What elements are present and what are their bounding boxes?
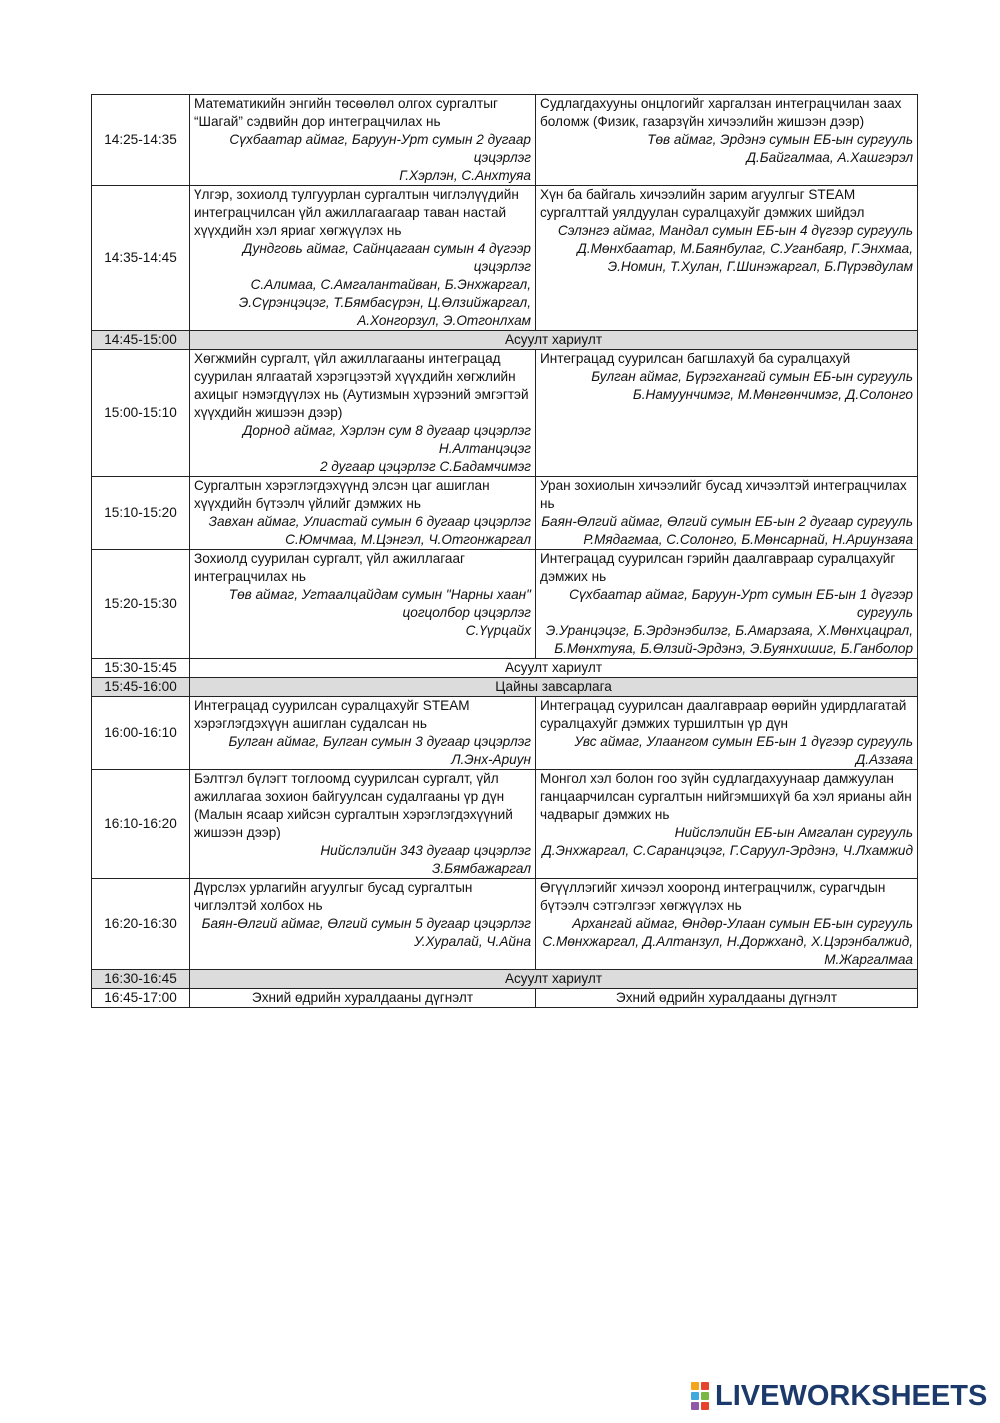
presenter-names: Д.Мөнхбаатар, М.Баянбулаг, С.Уганбаяр, Г.Энхмаа, Э.Номин, Т.Хулан, Г.Шинэжаргал, Б.Пүрэвдулам [577, 241, 913, 274]
presenter-names: Р.Мядагмаа, С.Солонго, Б.Мөнсарнай, Н.Ариунзаяа [583, 532, 913, 547]
time-slot: 15:00-15:10 [92, 350, 190, 477]
schedule-row [92, 879, 918, 970]
schedule-row [92, 186, 918, 331]
time-slot: 14:35-14:45 [92, 186, 190, 331]
presenter-organization: Баян-Өлгий аймаг, Өлгий сумын ЕБ-ын 2 дугаар сургууль [541, 514, 913, 529]
schedule-row [92, 95, 918, 186]
presentation-title: Дүрслэх урлагийн агуулгыг бусад сургалтын чиглэлтэй холбох нь [194, 880, 473, 913]
schedule-row [92, 331, 918, 350]
time-slot: 16:10-16:20 [92, 770, 190, 879]
session-break-label: Асуулт хариулт [190, 331, 918, 350]
time-slot: 14:45-15:00 [92, 331, 190, 350]
presentation-right [536, 550, 918, 659]
presentation-title: Зохиолд суурилан сургалт, үйл ажиллагааг интеграцчилах нь [194, 551, 466, 584]
time-slot: 15:20-15:30 [92, 550, 190, 659]
conclusion-left: Эхний өдрийн хуралдааны дүгнэлт [190, 989, 536, 1008]
presenter-names: Д.Энхжаргал, С.Саранцэцэг, Г.Саруул-Эрдэнэ, Ч.Лхамжид [542, 843, 913, 858]
schedule-row [92, 970, 918, 989]
presenter-organization: Дундговь аймаг, Сайнцагаан сумын 4 дүгээр цэцэрлэг [242, 241, 531, 274]
presenter-organization: Увс аймаг, Улаангом сумын ЕБ-ын 1 дүгээр сургууль [574, 734, 913, 749]
time-slot: 14:25-14:35 [92, 95, 190, 186]
presenter-organization: Төв аймаг, Эрдэнэ сумын ЕБ-ын сургууль [647, 132, 913, 147]
liveworksheets-watermark [691, 1378, 987, 1414]
presenter-names: С.Юмчмаа, М.Цэнгэл, Ч.Отгонжаргал [285, 532, 531, 547]
schedule-row [92, 477, 918, 550]
presentation-right [536, 879, 918, 970]
watermark-text: LIVEWORKSHEETS [715, 1379, 988, 1412]
presenter-organization: Архангай аймаг, Өндөр-Улаан сумын ЕБ-ын сургууль [572, 916, 913, 931]
schedule-row [92, 770, 918, 879]
presenter-names: Д.Байгалмаа, А.Хашгэрэл [746, 150, 913, 165]
presenter-names: Д.Аззаяа [855, 752, 913, 767]
schedule-body [92, 95, 918, 1008]
presentation-title: Бэлтгэл бүлэгт тоглоомд суурилсан сургалт, үйл ажиллагаа зохион байгуулсан судалгааны үр дүн (Малын ясаар хийсэн сургалтын хэрэглэгдэхүүний жишээн дээр) [194, 771, 513, 840]
schedule-row [92, 989, 918, 1008]
time-slot: 16:20-16:30 [92, 879, 190, 970]
presenter-names: 2 дугаар цэцэрлэг С.Бадамчимэг [319, 459, 531, 474]
schedule-row [92, 678, 918, 697]
presentation-title: Интеграцад суурилсан багшлахуй ба суралцахуй [540, 351, 851, 366]
presenter-names: С.Үүрцайх [465, 623, 531, 638]
presentation-title: Хүн ба байгаль хичээлийн зарим агуулгыг STEAM сургалттай уялдуулан суралцахуйг дэмжих шийдэл [540, 187, 865, 220]
presentation-left [190, 879, 536, 970]
presenter-organization: Завхан аймаг, Улиастай сумын 6 дугаар цэцэрлэг [208, 514, 531, 529]
presentation-left [190, 350, 536, 477]
time-slot: 15:10-15:20 [92, 477, 190, 550]
presentation-left [190, 697, 536, 770]
presentation-title: Өгүүллэгийг хичээл хооронд интеграцчилж, сурагчдын бүтээлч сэтгэлгээг хөгжүүлэх нь [540, 880, 886, 913]
schedule-row [92, 697, 918, 770]
presentation-title: Математикийн энгийн төсөөлөл олгох сургалтыг “Шагай” сэдвийн дор интеграцчилах нь [194, 96, 498, 129]
presenter-organization: Баян-Өлгий аймаг, Өлгий сумын 5 дугаар цэцэрлэг [201, 916, 531, 931]
presenter-organization: Сүхбаатар аймаг, Баруун-Урт сумын ЕБ-ын 1 дүгээр сургууль [569, 587, 913, 620]
presenter-organization: Булган аймаг, Бүрэгхангай сумын ЕБ-ын сургууль [591, 369, 913, 384]
time-slot: 15:45-16:00 [92, 678, 190, 697]
schedule-table [91, 94, 918, 1008]
presentation-right [536, 95, 918, 186]
presenter-names: С.Мөнхжаргал, Д.Алтанзул, Н.Доржханд, Х.Цэрэнбалжид, М.Жаргалмаа [542, 934, 913, 967]
presentation-left [190, 95, 536, 186]
conclusion-right: Эхний өдрийн хуралдааны дүгнэлт [536, 989, 918, 1008]
presentation-right [536, 477, 918, 550]
presentation-title: Интеграцад суурилсан гэрийн даалгавраар суралцахуйг дэмжих нь [540, 551, 896, 584]
presentation-title: Уран зохиолын хичээлийг бусад хичээлтэй интеграцчилах нь [540, 478, 907, 511]
presenter-names: Б.Намуунчимэг, М.Мөнгөнчимэг, Д.Солонго [632, 387, 913, 402]
schedule-row [92, 350, 918, 477]
session-break-label: Цайны завсарлага [190, 678, 918, 697]
time-slot: 16:45-17:00 [92, 989, 190, 1008]
presentation-title: Интеграцад суурилсан даалгавраар өөрийн удирдлагатай суралцахуйг дэмжих туршилтын үр дүн [540, 698, 907, 731]
presenter-organization: Нийслэлийн 343 дугаар цэцэрлэг [320, 843, 531, 858]
session-break-label: Асуулт хариулт [190, 970, 918, 989]
presentation-title: Сургалтын хэрэглэгдэхүүнд элсэн цаг ашиглан хүүхдийн бүтээлч үйлийг дэмжих нь [194, 478, 490, 511]
presenter-organization: Булган аймаг, Булган сумын 3 дугаар цэцэрлэг [228, 734, 531, 749]
presenter-names: З.Бямбажаргал [431, 861, 531, 876]
presentation-title: Үлгэр, зохиолд тулгуурлан сургалтын чиглэлүүдийн интеграцчилсан үйл ажиллагаагаар таван настай хүүхдийн хэл яриаг хөгжүүлэх нь [194, 187, 519, 238]
presentation-left [190, 550, 536, 659]
presenter-names: Э.Уранцэцэг, Б.Эрдэнэбилэг, Б.Амарзаяа, Х.Мөнхцацрал, Б.Мөнхтуяа, Б.Өлзий-Эрдэнэ, Э.Буянхишиг, Б.Ганболор [545, 623, 913, 656]
presenter-organization: Сэлэнгэ аймаг, Мандал сумын ЕБ-ын 4 дүгээр сургууль [557, 223, 913, 238]
schedule-row [92, 659, 918, 678]
presentation-right [536, 350, 918, 477]
presentation-left [190, 186, 536, 331]
time-slot: 15:30-15:45 [92, 659, 190, 678]
presentation-right [536, 186, 918, 331]
presenter-names: Г.Хэрлэн, С.Анхтуяа [399, 168, 531, 183]
liveworksheets-logo-icon [691, 1382, 709, 1410]
presentation-left [190, 770, 536, 879]
presentation-title: Монгол хэл болон гоо зүйн судлагдахуунаар дамжуулан ганцаарчилсан сургалтын нийгэмшихүй ба хэл ярианы айн чадварыг дэмжих нь [540, 771, 912, 822]
presenter-organization: Сүхбаатар аймаг, Баруун-Урт сумын 2 дугаар цэцэрлэг [229, 132, 531, 165]
session-break-label: Асуулт хариулт [190, 659, 918, 678]
presentation-title: Интеграцад суурилсан суралцахуйг STEAM хэрэглэгдэхүүн ашиглан судалсан нь [194, 698, 470, 731]
presentation-title: Хөгжмийн сургалт, үйл ажиллагааны интеграцад суурилан ялгаатай хэрэгцээтэй хүүхдийн хөгжлийн ахицыг нэмэгдүүлэх нь (Аутизмын хүрээний эмгэгтэй хүүхдийн жишээн дээр) [194, 351, 529, 420]
presenter-names: Л.Энх-Ариун [451, 752, 531, 767]
presentation-right [536, 697, 918, 770]
schedule-row [92, 550, 918, 659]
presenter-names: С.Алимаа, С.Амгалантайван, Б.Энхжаргал, Э.Сүрэнцэцэг, Т.Бямбасүрэн, Ц.Өлзийжаргал, А.Хонгорзул, Э.Отгонлхам [238, 277, 531, 328]
presenter-organization: Төв аймаг, Угтаалцайдам сумын "Нарны хаан" цогцолбор цэцэрлэг [228, 587, 531, 620]
presenter-organization: Нийслэлийн ЕБ-ын Амгалан сургууль [674, 825, 913, 840]
time-slot: 16:30-16:45 [92, 970, 190, 989]
presentation-title: Судлагдахууны онцлогийг харгалзан интеграцчилан заах боломж (Физик, газарзүйн хичээлийн жишээн дээр) [540, 96, 902, 129]
presenter-organization: Дорнод аймаг, Хэрлэн сум 8 дугаар цэцэрлэг Н.Алтанцэцэг [242, 423, 531, 456]
presentation-right [536, 770, 918, 879]
presentation-left [190, 477, 536, 550]
time-slot: 16:00-16:10 [92, 697, 190, 770]
presenter-names: У.Хуралай, Ч.Айна [414, 934, 531, 949]
